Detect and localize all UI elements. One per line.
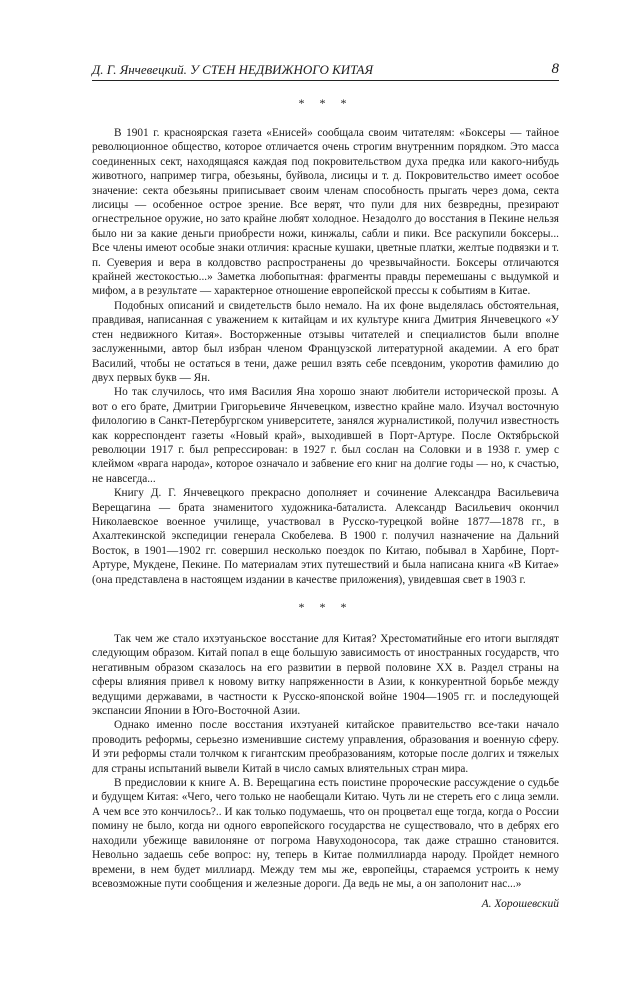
paragraph: Так чем же стало ихэтуаньское восстание для Китая? Хрестоматийные его итоги выглядят следующим образом. Китай попал в еще большую зависимость от иностранных государств, что негативным образом сказалось на его развитии в первой половине XX в. Раздел страны на сферы влияния привел к новому витку напряженности в Азии, к конкурентной борьбе между ведущими державами, в частности к Русско-японской войне 1904—1905 гг. и последующей экспансии Японии в Юго-Восточной Азии.: [92, 633, 559, 718]
running-header: [92, 60, 559, 81]
paragraph: Однако именно после восстания ихэтуаней китайское правительство все-таки начало проводить реформы, серьезно изменившие систему управления, образования и военную сферу. И эти реформы стали толчком к гигантским преобразованиям, которые после долгих и тяжелых для страны испытаний вывели Китай в число самых влиятельных стран мира.: [92, 719, 559, 775]
paragraph: В предисловии к книге А. В. Верещагина есть поистине пророческие рассуждение о судьбе и будущем Китая: «Чего, чего только не наобещали Китаю. Чуть ли не стереть его с лица земли. А чем все это кончилось?.. И как только подумаешь, что он процветал еще тогда, когда о России помину не было, когда ни одного европейского государства не существовало, что в дебрях его находили убежище вавилоняне от погрома Навуходоносора, так даже страшно становится. Невольно задаешь себе вопрос: ну, теперь в Китае полмиллиарда народу. Пройдет немного времени, в нем будет миллиард. Между тем мы же, европейцы, стараемся устроить к нему всевозможные пути сообщения и железные дороги. Да ведь не мы, а он заполонит нас...»: [92, 777, 559, 890]
section-separator: * * *: [298, 600, 353, 614]
running-title: Д. Г. Янчевецкий. У СТЕН НЕДВИЖНОГО КИТАЯ: [92, 62, 374, 77]
text-section-1: [92, 126, 559, 587]
paragraph: В 1901 г. красноярская газета «Енисей» сообщала своим читателям: «Боксеры — тайное революционное общество, которое отличается очень строгим внутренним порядком. Это масса соединенных сект, находящаяся каждая под покровительством духа предка или какого-нибудь животного, например тигра, обезьяны, буйвола, лисицы и т. д. Покровительство имеет особое значение: секта обезьяны приписывает своим членам способность прыгать через дома, секта лисицы — особенное острое зрение. Все верят, что пули для них безвредны, презирают огнестрельное оружие, но зато крайне любят холодное. Незадолго до восстания в Пекине нельзя было ни за какие деньги приобрести ножи, кинжалы, сабли и пики. Все раскупили боксеры... Все члены имеют особые знаки отличия: красные кушаки, цветные платки, желтые подвязки и т. п. Суеверия и вера в колдовство распространены до чрезвычайности. Боксеры отличаются крайней жестокостью...» Заметка любопытная: фрагменты правды перемешаны с выдумкой и мифом, а в результате — характерное отношение европейской прессы к событиям в Китае.: [92, 127, 559, 298]
text-section-2: [92, 632, 559, 891]
section-separator: * * *: [298, 96, 353, 110]
paragraph: Книгу Д. Г. Янчевецкого прекрасно дополняет и сочинение Александра Васильевича Верещагина — брата знаменитого художника-баталиста. Александр Васильевич окончил Николаевское военное училище, участвовал в Русско-турецкой войне 1877—1878 гг., в Ахалтекинской экспедиции генерала Скобелева. В 1900 г. получил назначение на Дальний Восток, в 1901—1902 гг. совершил несколько поездок по Китаю, побывал в Харбине, Порт-Артуре, Мукдене, Пекине. По материалам этих путешествий и была написана книга «В Китае» (она представлена в настоящем издании в качестве приложения), увидевшая свет в 1903 г.: [92, 487, 559, 586]
author-signature: А. Хорошевский: [481, 898, 559, 910]
page-number: 8: [551, 61, 559, 77]
paragraph: Но так случилось, что имя Василия Яна хорошо знают любители исторической прозы. А вот о его брате, Дмитрии Григорьевиче Янчевецком, известно крайне мало. Изучал восточную филологию в Санкт-Петербургском университете, занялся журналистикой, получил известность как корреспондент газеты «Новый край», выходившей в Порт-Артуре. После Октябрьской революции 1917 г. был репрессирован: в 1927 г. был сослан на Соловки и в 1938 г. умер с клеймом «врага народа», которое означало и забвение его книг на долгие годы — но, к счастью, не навсегда...: [92, 386, 559, 485]
paragraph: Подобных описаний и свидетельств было немало. На их фоне выделялась обстоятельная, правдивая, написанная с уважением к китайцам и их культуре книга Дмитрия Янчевецкого «У стен недвижного Китая». Восторженные отзывы читателей и специалистов были вполне заслуженными, автор был избран членом Французской литературной академии. А его брат Василий, чтобы не остаться в тени, даже решил взять себе псевдоним, укоротив фамилию до двух первых букв — Ян.: [92, 299, 559, 384]
